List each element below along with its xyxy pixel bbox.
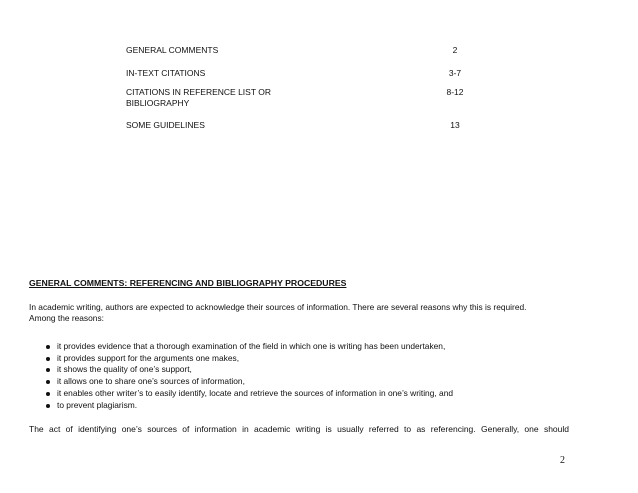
bullet-icon [46, 368, 50, 372]
list-item-text: it shows the quality of one’s support, [57, 364, 192, 375]
list-item-text: it enables other writer’s to easily identify, locate and retrieve the sources of information in one’s writing, and [57, 387, 454, 398]
list-item [29, 388, 608, 400]
toc-entry-title: IN-TEXT CITATIONS [126, 68, 206, 78]
toc-entry-title: SOME GUIDELINES [126, 120, 205, 130]
toc-entry-page: 8-12 [446, 87, 464, 97]
toc-entry-title: CITATIONS IN REFERENCE LIST OR BIBLIOGRAPHY [126, 87, 271, 108]
list-item-text: to prevent plagiarism. [57, 399, 138, 410]
list-item-text: it allows one to share one’s sources of information, [57, 376, 245, 387]
bullet-icon [46, 380, 50, 384]
bullet-icon [46, 392, 50, 396]
list-item [29, 353, 608, 365]
toc-entry-title: GENERAL COMMENTS [126, 45, 219, 55]
toc-entry-page: 13 [450, 120, 460, 130]
intro-paragraph-line-2: Among the reasons: [29, 313, 104, 323]
bullet-icon [46, 357, 50, 361]
intro-paragraph-line-1: In academic writing, authors are expected to acknowledge their sources of information. There are several reasons why this is required. [29, 302, 527, 312]
reasons-list [29, 341, 608, 411]
toc-entry-page: 2 [452, 45, 458, 55]
bullet-icon [46, 404, 50, 408]
list-item-text: it provides support for the arguments one makes, [57, 352, 240, 363]
section-heading: GENERAL COMMENTS: REFERENCING AND BIBLIOGRAPHY PROCEDURES [29, 278, 347, 288]
bullet-icon [46, 345, 50, 349]
page-number: 2 [560, 455, 565, 466]
list-item [29, 341, 608, 353]
list-item [29, 400, 608, 412]
toc-entry-page: 3-7 [448, 68, 462, 78]
list-item [29, 364, 608, 376]
table-of-contents [0, 0, 638, 170]
list-item [29, 376, 608, 388]
closing-paragraph: The act of identifying one’s sources of information in academic writing is usually referred to as referencing. Generally, one should [29, 424, 569, 434]
list-item-text: it provides evidence that a thorough examination of the field in which one is writing has been undertaken, [57, 341, 446, 351]
